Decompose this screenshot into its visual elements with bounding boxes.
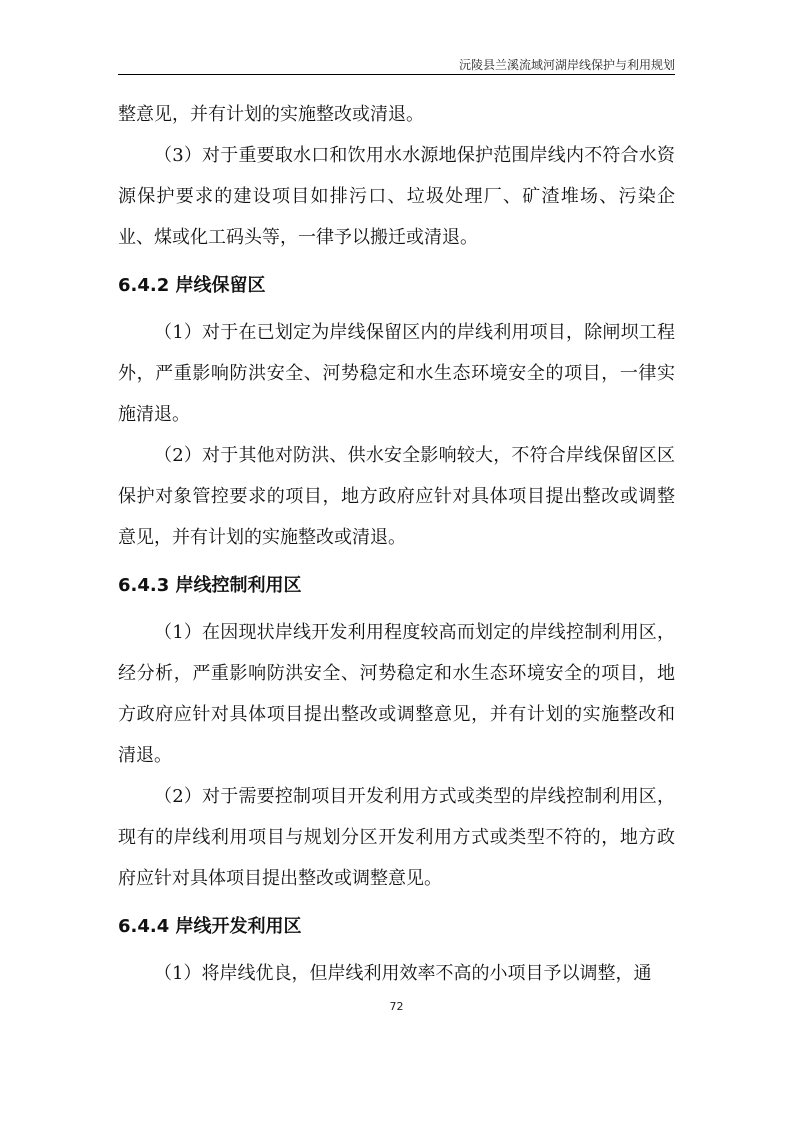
paragraph-item-1-control-zone: （1）在因现状岸线开发利用程度较高而划定的岸线控制利用区，经分析，严重影响防洪安全、河势稳定和水生态环境安全的项目，地方政府应针对具体项目提出整改或调整意见，并有计划的实施整改和清退。 [118,622,675,766]
paragraph-continued: 整意见，并有计划的实施整改或清退。 [118,104,424,125]
paragraph-item-2-reserve-zone: （2）对于其他对防洪、供水安全影响较大，不符合岸线保留区区保护对象管控要求的项目，地方政府应针对具体项目提出整改或调整意见，并有计划的实施整改或清退。 [118,445,675,548]
document-body [118,94,675,994]
page-number: 72 [389,1000,404,1013]
section-heading-6-4-3: 6.4.3 岸线控制利用区 [118,575,302,596]
running-header-title: 沅陵县兰溪流域河湖岸线保护与利用规划 [458,58,675,72]
header-divider [118,74,675,75]
paragraph-item-2-control-zone: （2）对于需要控制项目开发利用方式或类型的岸线控制利用区，现有的岸线利用项目与规划分区开发利用方式或类型不符的，地方政府应针对具体项目提出整改或调整意见。 [118,786,675,889]
section-heading-6-4-2: 6.4.2 岸线保留区 [118,275,266,296]
paragraph-item-3-water-source: （3）对于重要取水口和饮用水水源地保护范围岸线内不符合水资源保护要求的建设项目如排污口、垃圾处理厂、矿渣堆场、污染企业、煤或化工码头等，一律予以搬迁或清退。 [118,145,675,248]
paragraph-item-1-development-zone: （1）将岸线优良，但岸线利用效率不高的小项目予以调整，通 [154,963,652,984]
section-heading-6-4-4: 6.4.4 岸线开发利用区 [118,916,302,937]
paragraph-item-1-reserve-zone: （1）对于在已划定为岸线保留区内的岸线利用项目，除闸坝工程外，严重影响防洪安全、河势稳定和水生态环境安全的项目，一律实施清退。 [118,322,675,425]
